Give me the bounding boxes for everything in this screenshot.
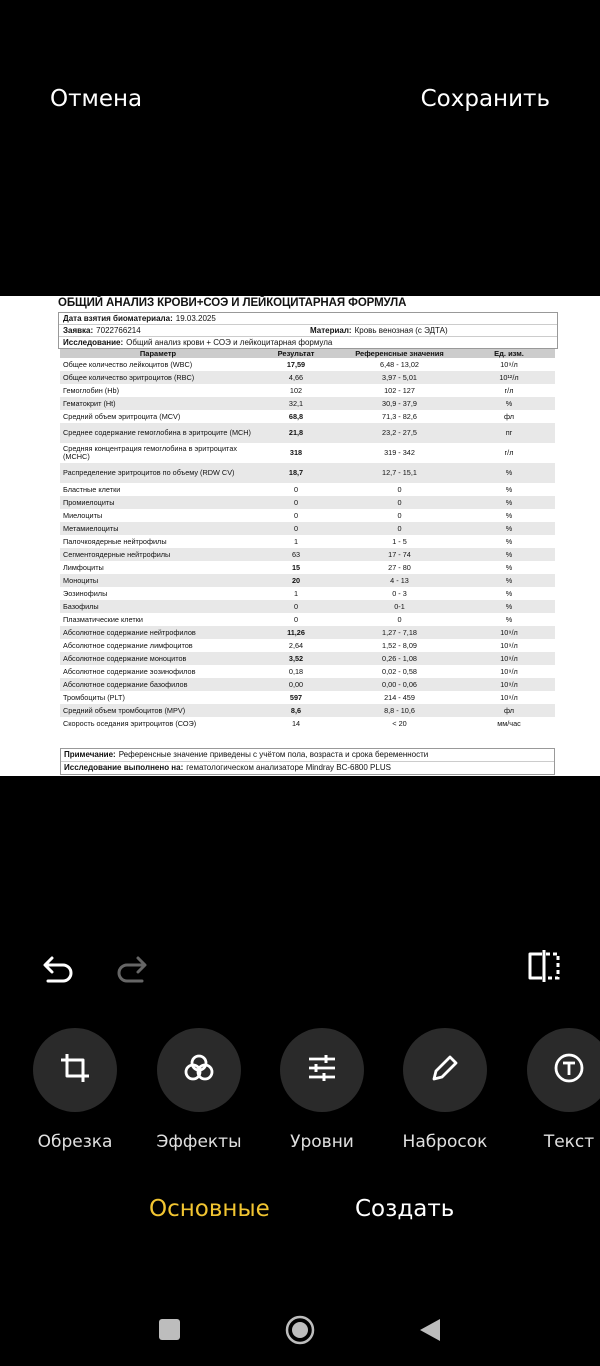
tool-bar: [0, 1028, 600, 1168]
unit-cell: %: [505, 614, 513, 624]
table-row: [60, 652, 555, 665]
unit-cell: %: [463, 496, 555, 509]
result-cell: 1: [293, 588, 299, 598]
tool-label: Уровни: [290, 1132, 354, 1152]
date-label: Дата взятия биоматериала:: [63, 314, 173, 323]
unit-cell: фл: [503, 411, 515, 421]
reference-cell: 319 - 342: [384, 448, 415, 457]
unit-cell: %: [505, 588, 513, 598]
unit-cell: 10⁹/л: [463, 678, 555, 691]
param-cell: Палочкоядерные нейтрофилы: [63, 536, 167, 546]
performed-value: гематологическом анализаторе Mindray BC-6800 PLUS: [186, 763, 391, 772]
param-cell: Миелоциты: [63, 510, 103, 520]
unit-cell: 10⁹/л: [463, 626, 555, 639]
study-label: Исследование:: [63, 338, 124, 347]
performed-label: Исследование выполнено на:: [64, 763, 184, 772]
result-cell: 0: [256, 496, 336, 509]
effects-icon: [182, 1051, 216, 1089]
table-row: [60, 423, 555, 443]
table-row: [60, 509, 555, 522]
unit-cell: 10⁹/л: [500, 692, 518, 702]
unit-cell: %: [463, 397, 555, 410]
result-cell: 11,26: [256, 626, 336, 639]
table-row: [60, 574, 555, 587]
crop-icon: [58, 1051, 92, 1089]
reference-cell: 0: [336, 496, 463, 509]
param-cell: Среднее содержание гемоглобина в эритроците (MCH): [60, 423, 256, 443]
reference-cell: 0,00 - 0,06: [336, 678, 463, 691]
unit-cell: %: [505, 484, 513, 494]
reference-cell: 3,97 - 5,01: [336, 371, 463, 384]
table-row: [60, 704, 555, 717]
reference-cell: 102 - 127: [384, 385, 415, 395]
system-nav-bar: [0, 1310, 600, 1350]
param-cell: Абсолютное содержание базофилов: [60, 678, 256, 691]
table-row: [60, 496, 555, 509]
home-icon[interactable]: [285, 1315, 315, 1349]
table-row: [60, 613, 555, 626]
table-row: [60, 384, 555, 397]
result-cell: 0: [293, 484, 299, 494]
result-cell: 0,00: [256, 678, 336, 691]
reference-cell: 0: [397, 484, 402, 494]
table-row: [60, 535, 555, 548]
sliders-icon: [305, 1051, 339, 1089]
param-cell: Промиелоциты: [60, 496, 256, 509]
table-row: [60, 691, 555, 704]
reference-cell: 214 - 459: [384, 692, 415, 702]
table-row: [60, 600, 555, 613]
result-cell: 102: [289, 385, 303, 395]
unit-cell: %: [505, 562, 513, 572]
reference-cell: 1,27 - 7,18: [336, 626, 463, 639]
unit-cell: %: [463, 548, 555, 561]
table-row: [60, 443, 555, 463]
reference-cell: 27 - 80: [388, 562, 411, 572]
param-cell: Метамиелоциты: [60, 522, 256, 535]
reference-cell: 23,2 - 27,5: [336, 423, 463, 443]
result-cell: 0: [293, 510, 299, 520]
table-row: [60, 548, 555, 561]
unit-cell: 10⁹/л: [463, 652, 555, 665]
param-cell: Бластные клетки: [63, 484, 121, 494]
tool-label: Обрезка: [37, 1132, 113, 1152]
result-cell: 14: [291, 718, 301, 728]
recents-icon[interactable]: [159, 1319, 180, 1340]
param-cell: Средний объем тромбоцитов (MPV): [60, 704, 256, 717]
report-footer: [60, 748, 555, 775]
table-row: [60, 587, 555, 600]
param-cell: Общее количество эритроцитов (RBC): [60, 371, 256, 384]
result-cell: 8,6: [256, 704, 336, 717]
reference-cell: 8,8 - 10,6: [336, 704, 463, 717]
unit-cell: 10⁹/л: [500, 640, 518, 650]
compare-icon[interactable]: [524, 946, 564, 986]
material-label: Материал:: [310, 326, 352, 335]
param-cell: Абсолютное содержание нейтрофилов: [60, 626, 256, 639]
param-cell: Средний объем эритроцита (MCV): [63, 411, 181, 421]
result-cell: 318: [289, 448, 303, 457]
param-cell: Распределение эритроцитов по объему (RDW CV): [60, 463, 256, 483]
table-row: [60, 371, 555, 384]
tab-create[interactable]: Создать: [355, 1196, 455, 1222]
param-cell: Средняя концентрация гемоглобина в эритроцитах (MCHC): [63, 444, 238, 461]
tool-label: Эффекты: [156, 1132, 242, 1152]
reference-cell: 0 - 3: [392, 588, 407, 598]
reference-cell: 71,3 - 82,6: [382, 411, 417, 421]
tool-sketch[interactable]: [403, 1028, 487, 1152]
param-cell: Сегментоядерные нейтрофилы: [60, 548, 256, 561]
result-cell: 0: [256, 600, 336, 613]
param-cell: Лимфоциты: [63, 562, 104, 572]
tool-label: Набросок: [402, 1132, 488, 1152]
column-header: Результат: [256, 349, 336, 358]
result-cell: 0,18: [288, 666, 304, 676]
param-cell: Абсолютное содержание лимфоцитов: [63, 640, 193, 650]
note-value: Референсные значение приведены с учётом пола, возраста и срока беременности: [118, 750, 429, 759]
save-button[interactable]: Сохранить: [420, 86, 550, 112]
unit-cell: %: [463, 522, 555, 535]
table-row: [60, 639, 555, 652]
result-cell: 20: [256, 574, 336, 587]
reference-cell: 0: [336, 522, 463, 535]
reference-cell: 17 - 74: [336, 548, 463, 561]
reference-cell: 12,7 - 15,1: [336, 463, 463, 483]
study-value: Общий анализ крови + СОЭ и лейкоцитарная формула: [126, 338, 333, 347]
param-cell: Базофилы: [60, 600, 256, 613]
unit-cell: 10⁹/л: [500, 666, 518, 676]
reference-cell: 0: [397, 614, 402, 624]
unit-cell: г/л: [504, 448, 514, 457]
reference-cell: 4 - 13: [336, 574, 463, 587]
param-cell: Скорость оседания эритроцитов (СОЭ): [63, 718, 197, 728]
table-row: [60, 626, 555, 639]
table-row: [60, 522, 555, 535]
unit-cell: г/л: [504, 385, 514, 395]
tool-text[interactable]: [527, 1028, 600, 1152]
tool-crop[interactable]: [33, 1028, 117, 1152]
result-cell: 0: [293, 614, 299, 624]
table-row: [60, 358, 555, 371]
unit-cell: пг: [463, 423, 555, 443]
pen-icon: [428, 1051, 462, 1089]
column-header: Параметр: [60, 349, 256, 358]
text-icon: [552, 1051, 586, 1089]
result-cell: 3,52: [256, 652, 336, 665]
result-cell: 63: [256, 548, 336, 561]
param-cell: Плазматические клетки: [63, 614, 143, 624]
table-row: [60, 410, 555, 423]
result-cell: 68,8: [288, 411, 304, 421]
unit-cell: %: [505, 536, 513, 546]
cancel-button[interactable]: Отмена: [50, 86, 143, 112]
table-row: [60, 678, 555, 691]
reference-cell: 1 - 5: [392, 536, 407, 546]
reference-cell: 6,48 - 13,02: [380, 359, 419, 369]
undo-icon[interactable]: [40, 948, 78, 986]
order-label: Заявка:: [63, 326, 94, 335]
lab-report: [58, 296, 558, 775]
param-cell: Общее количество лейкоцитов (WBC): [63, 359, 193, 369]
reference-cell: 0-1: [336, 600, 463, 613]
column-header: Ед. изм.: [463, 349, 555, 358]
material-value: Кровь венозная (с ЭДТА): [354, 326, 448, 335]
results-table: [60, 349, 555, 730]
unit-cell: %: [463, 574, 555, 587]
table-row: [60, 717, 555, 730]
param-cell: Абсолютное содержание эозинофилов: [63, 666, 196, 676]
note-label: Примечание:: [64, 750, 116, 759]
order-value: 7022766214: [96, 326, 141, 335]
result-cell: 18,7: [256, 463, 336, 483]
table-row: [60, 463, 555, 483]
tool-effects[interactable]: [157, 1028, 241, 1152]
reference-cell: 30,9 - 37,9: [336, 397, 463, 410]
result-cell: 21,8: [256, 423, 336, 443]
result-cell: 32,1: [256, 397, 336, 410]
result-cell: 1: [293, 536, 299, 546]
param-cell: Абсолютное содержание моноцитов: [60, 652, 256, 665]
tool-levels[interactable]: [280, 1028, 364, 1152]
date-value: 19.03.2025: [175, 314, 216, 323]
tool-label: Текст: [543, 1132, 595, 1152]
result-cell: 15: [291, 562, 301, 572]
column-header: Референсные значения: [336, 349, 463, 358]
result-cell: 4,66: [256, 371, 336, 384]
result-cell: 0: [256, 522, 336, 535]
reference-cell: 0,02 - 0,58: [382, 666, 417, 676]
tab-basic[interactable]: Основные: [149, 1196, 270, 1222]
photo-preview: [0, 296, 600, 776]
report-meta: [58, 312, 558, 349]
unit-cell: мм/час: [497, 718, 521, 728]
table-row: [60, 397, 555, 410]
unit-cell: 10¹²/л: [463, 371, 555, 384]
table-row: [60, 561, 555, 574]
param-cell: Гематокрит (Ht): [60, 397, 256, 410]
unit-cell: фл: [463, 704, 555, 717]
report-title: ОБЩИЙ АНАЛИЗ КРОВИ+СОЭ И ЛЕЙКОЦИТАРНАЯ ФОРМУЛА: [58, 297, 407, 309]
reference-cell: < 20: [392, 718, 407, 728]
result-cell: 17,59: [286, 359, 306, 369]
result-cell: 2,64: [288, 640, 304, 650]
result-cell: 597: [289, 692, 303, 702]
reference-cell: 0,26 - 1,08: [336, 652, 463, 665]
unit-cell: %: [463, 463, 555, 483]
table-row: [60, 665, 555, 678]
reference-cell: 1,52 - 8,09: [382, 640, 417, 650]
unit-cell: %: [463, 600, 555, 613]
reference-cell: 0: [397, 510, 402, 520]
param-cell: Эозинофилы: [63, 588, 108, 598]
param-cell: Моноциты: [60, 574, 256, 587]
param-cell: Гемоглобин (Hb): [63, 385, 119, 395]
table-row: [60, 483, 555, 496]
param-cell: Тромбоциты (PLT): [63, 692, 125, 702]
back-icon[interactable]: [418, 1317, 442, 1347]
unit-cell: 10⁹/л: [500, 359, 518, 369]
redo-icon[interactable]: [112, 948, 150, 986]
unit-cell: %: [505, 510, 513, 520]
